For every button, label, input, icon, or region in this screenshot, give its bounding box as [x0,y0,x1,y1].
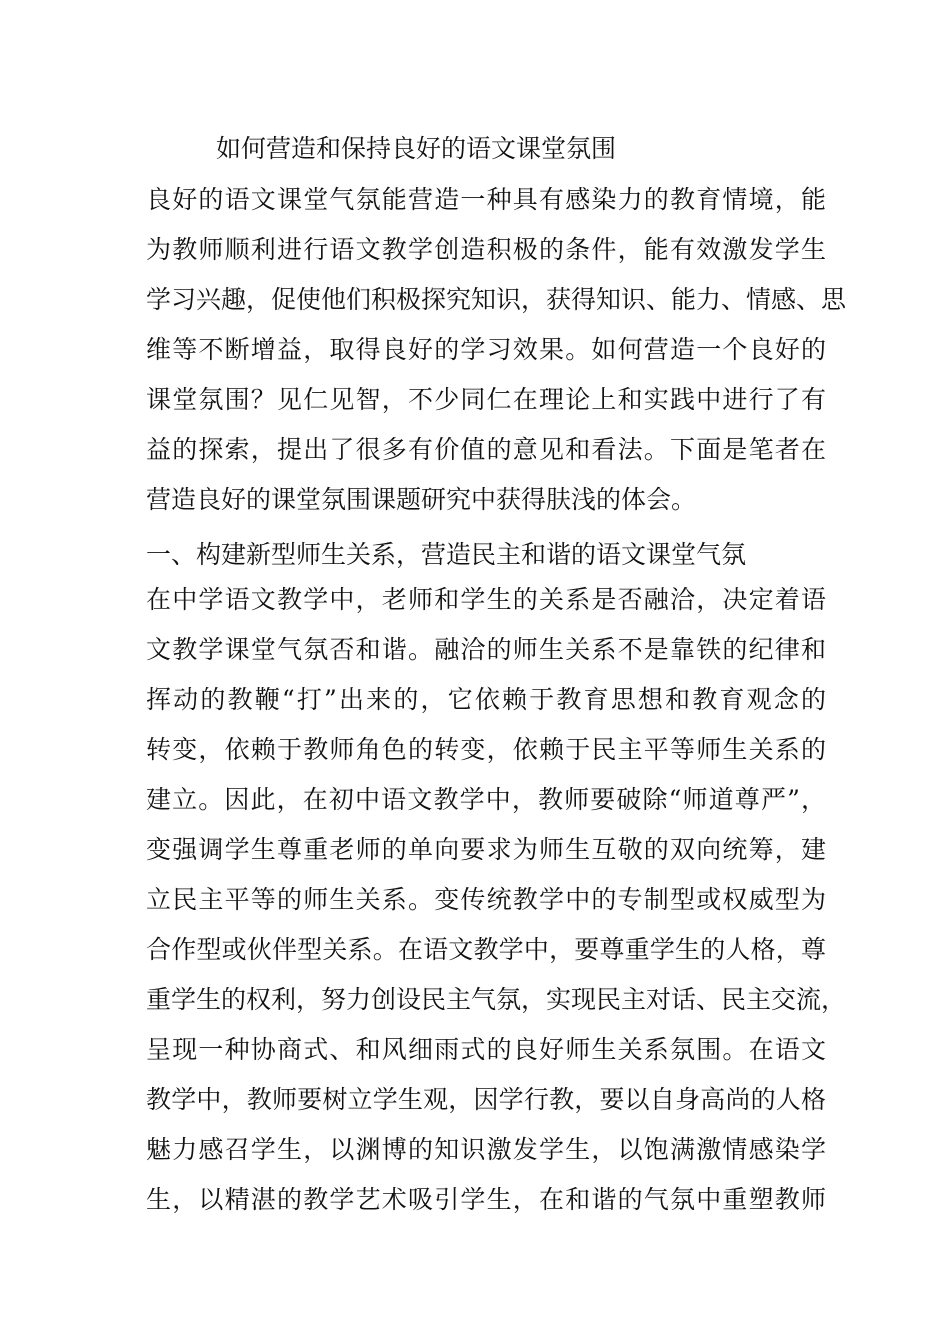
section-paragraph [146,575,847,1225]
paragraph-line: 合作型或伙伴型关系。在语文教学中，要尊重学生的人格，尊 [146,935,826,964]
paragraph-line: 良好的语文课堂气氛能营造一种具有感染力的教育情境，能 [146,185,826,214]
paragraph-line: 重学生的权利，努力创设民主气氛，实现民主对话、民主交流， [146,985,847,1014]
paragraph-line: 学习兴趣，促使他们积极探究知识，获得知识、能力、情感、思 [146,285,847,314]
paragraph-line: 文教学课堂气氛否和谐。融洽的师生关系不是靠铁的纪律和 [146,635,826,664]
section-heading: 一、构建新型师生关系，营造民主和谐的语文课堂气氛 [146,540,747,569]
paragraph-line: 立民主平等的师生关系。变传统教学中的专制型或权威型为 [146,885,826,914]
paragraph-line: 为教师顺利进行语文教学创造积极的条件，能有效激发学生 [146,235,826,264]
paragraph-line: 在中学语文教学中，老师和学生的关系是否融洽，决定着语 [146,585,826,614]
paragraph-line: 转变，依赖于教师角色的转变，依赖于民主平等师生关系的 [146,735,826,764]
paragraph-line: 营造良好的课堂氛围课题研究中获得肤浅的体会。 [146,485,697,514]
paragraph-line: 益的探索，提出了很多有价值的意见和看法。下面是笔者在 [146,435,826,464]
paragraph-line: 教学中，教师要树立学生观，因学行教，要以自身高尚的人格 [146,1085,826,1114]
document-title: 如何营造和保持良好的语文课堂氛围 [216,134,617,163]
paragraph-line: 魅力感召学生，以渊博的知识激发学生，以饱满激情感染学 [146,1135,826,1164]
paragraph-line: 建立。因此，在初中语文教学中，教师要破除“师道尊严”， [146,785,826,814]
intro-paragraph [146,175,847,525]
paragraph-line: 课堂氛围？见仁见智，不少同仁在理论上和实践中进行了有 [146,385,826,414]
paragraph-line: 生，以精湛的教学艺术吸引学生，在和谐的气氛中重塑教师 [146,1185,826,1214]
paragraph-line: 变强调学生尊重老师的单向要求为师生互敬的双向统筹，建 [146,835,826,864]
paragraph-line: 维等不断增益，取得良好的学习效果。如何营造一个良好的 [146,335,826,364]
paragraph-line: 挥动的教鞭“打”出来的，它依赖于教育思想和教育观念的 [146,685,826,714]
paragraph-line: 呈现一种协商式、和风细雨式的良好师生关系氛围。在语文 [146,1035,826,1064]
